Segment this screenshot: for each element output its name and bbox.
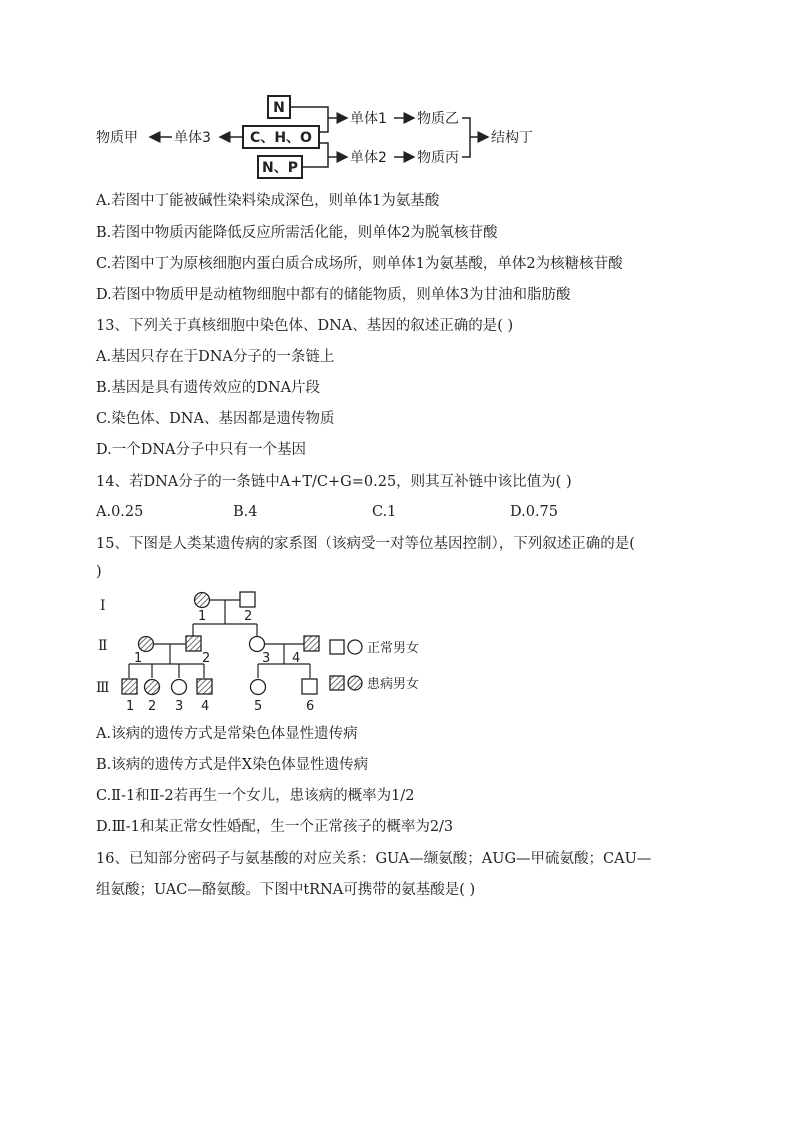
individual-ii-4: [304, 636, 319, 651]
q12-option-d: D.若图中物质甲是动植物细胞中都有的储能物质，则单体3为甘油和脂肪酸: [96, 287, 571, 303]
q12-option-a: A.若图中丁能被碱性染料染成深色，则单体1为氨基酸: [96, 193, 440, 209]
monomer-2-label: 单体2: [350, 150, 387, 166]
box-n-p-label: N、P: [262, 160, 298, 176]
individual-ii-2: [186, 636, 201, 651]
q14-option-a: A.0.25: [96, 504, 144, 520]
q15-option-d: D.Ⅲ-1和某正常女性婚配，生一个正常孩子的概率为2/3: [96, 819, 454, 835]
box-c-h-o-label: C、H、O: [250, 130, 312, 146]
substance-b-label: 物质乙: [417, 111, 459, 127]
label-iii-6: 6: [306, 699, 315, 714]
pedigree-chart: [90, 586, 440, 714]
label-ii-1: 1: [134, 651, 143, 666]
monomer-1-label: 单体1: [350, 111, 387, 127]
substance-c-label: 物质丙: [417, 150, 459, 166]
label-iii-2: 2: [148, 699, 157, 714]
substance-flow-diagram: [90, 88, 560, 188]
individual-i-2: [240, 592, 255, 607]
individual-ii-1: [139, 637, 154, 652]
q14-stem: 14、若DNA分子的一条链中A+T/C+G=0.25，则其互补链中该比值为( ): [96, 474, 572, 490]
monomer-3-label: 单体3: [174, 130, 211, 146]
label-ii-2: 2: [202, 651, 211, 666]
individual-iii-5: [251, 680, 266, 695]
individual-i-1: [195, 593, 210, 608]
structure-d-label: 结构丁: [491, 130, 533, 146]
q13-option-b: B.基因是具有遗传效应的DNA片段: [96, 380, 321, 396]
label-iii-1: 1: [126, 699, 135, 714]
q12-option-b: B.若图中物质丙能降低反应所需活化能，则单体2为脱氧核苷酸: [96, 225, 498, 241]
label-ii-4: 4: [292, 651, 301, 666]
legend-affected-label: 患病男女: [367, 677, 420, 692]
label-iii-4: 4: [201, 699, 210, 714]
label-iii-3: 3: [175, 699, 184, 714]
individual-iii-2: [145, 680, 160, 695]
label-ii-3: 3: [262, 651, 271, 666]
q15-stem-line1: 15、下图是人类某遗传病的家系图（该病受一对等位基因控制），下列叙述正确的是(: [96, 536, 635, 552]
q14-option-d: D.0.75: [510, 504, 559, 520]
q15-stem-line2: ): [96, 564, 102, 580]
generation-iii-label: Ⅲ: [96, 680, 110, 696]
legend-affected-male: [330, 676, 344, 690]
q13-option-c: C.染色体、DNA、基因都是遗传物质: [96, 411, 335, 427]
q13-option-d: D.一个DNA分子中只有一个基因: [96, 442, 307, 458]
q14-option-c: C.1: [372, 504, 397, 520]
individual-iii-4: [197, 679, 212, 694]
legend-normal-female: [348, 640, 362, 654]
generation-i-label: Ⅰ: [100, 598, 106, 614]
label-i-1: 1: [198, 609, 207, 624]
box-n-label: N: [273, 100, 285, 116]
label-i-2: 2: [244, 609, 253, 624]
q13-option-a: A.基因只存在于DNA分子的一条链上: [96, 349, 335, 365]
individual-iii-6: [302, 679, 317, 694]
q14-option-b: B.4: [233, 504, 258, 520]
individual-iii-1: [122, 679, 137, 694]
individual-ii-3: [250, 637, 265, 652]
q13-stem: 13、下列关于真核细胞中染色体、DNA、基因的叙述正确的是( ): [96, 318, 514, 334]
q15-option-a: A.该病的遗传方式是常染色体显性遗传病: [96, 726, 358, 742]
substance-a-label: 物质甲: [96, 130, 138, 146]
q16-stem-line1: 16、已知部分密码子与氨基酸的对应关系：GUA—缬氨酸；AUG—甲硫氨酸；CAU—: [96, 851, 652, 867]
label-iii-5: 5: [254, 699, 263, 714]
individual-iii-3: [172, 680, 187, 695]
q15-option-b: B.该病的遗传方式是伴X染色体显性遗传病: [96, 757, 369, 773]
q15-option-c: C.Ⅱ-1和Ⅱ-2若再生一个女儿，患该病的概率为1/2: [96, 788, 415, 804]
q16-stem-line2: 组氨酸；UAC—酪氨酸。下图中tRNA可携带的氨基酸是( ): [96, 882, 476, 898]
q12-option-c: C.若图中丁为原核细胞内蛋白质合成场所，则单体1为氨基酸，单体2为核糖核苷酸: [96, 256, 623, 272]
legend-normal-label: 正常男女: [367, 641, 420, 656]
legend-affected-female: [348, 676, 362, 690]
generation-ii-label: Ⅱ: [98, 638, 108, 654]
legend-normal-male: [330, 640, 344, 654]
